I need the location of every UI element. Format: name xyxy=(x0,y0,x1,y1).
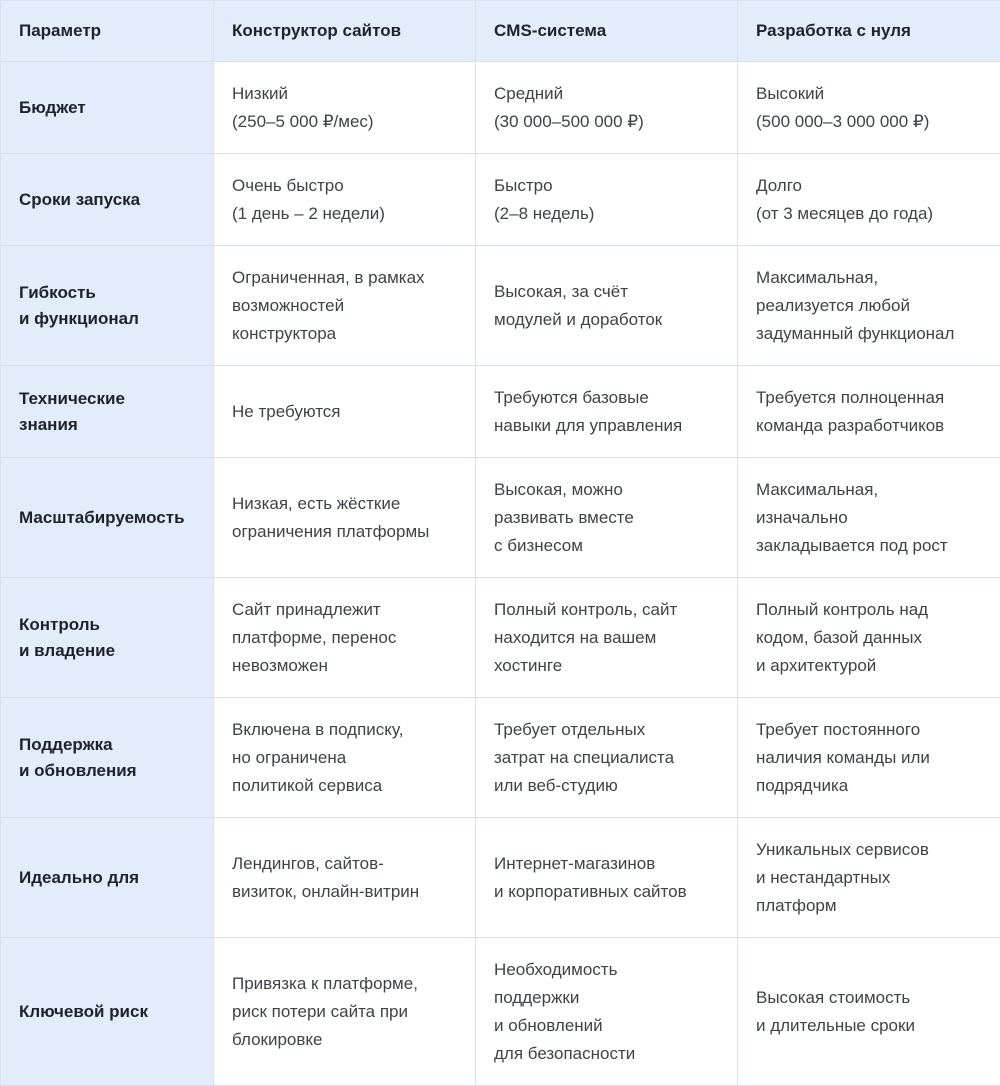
cell-text-line: Низкий xyxy=(232,83,288,103)
custom-cell xyxy=(738,818,1000,938)
cell-text-line: Максимальная, xyxy=(756,267,879,287)
cell-text-line: Высокая стоимость xyxy=(756,987,911,1007)
cms-cell xyxy=(476,578,738,698)
cell-text-line: ограничения платформы xyxy=(232,521,430,541)
cell-text-line: затрат на специалиста xyxy=(494,747,675,767)
cell-text-line: политикой сервиса xyxy=(232,775,383,795)
cell-text-line: подрядчика xyxy=(756,775,849,795)
cell-text-line: наличия команды или xyxy=(756,747,930,767)
builder-cell xyxy=(214,62,476,154)
cell-text-line: Бюджет xyxy=(19,97,86,117)
custom-cell xyxy=(738,62,1000,154)
cell-text-line: и обновлений xyxy=(494,1015,603,1035)
cell-text-line: Сайт принадлежит xyxy=(232,599,381,619)
cell-text-line: невозможен xyxy=(232,655,328,675)
cell-text-line: Интернет-магазинов xyxy=(494,853,656,873)
cell-text-line: Гибкость xyxy=(19,282,96,302)
cell-text-line: Высокий xyxy=(756,83,825,103)
custom-cell xyxy=(738,938,1000,1086)
builder-cell xyxy=(214,578,476,698)
cell-text-line: (250–5 000 ₽/мес) xyxy=(232,111,374,131)
cell-text-line: и владение xyxy=(19,640,116,660)
custom-cell xyxy=(738,458,1000,578)
cell-text-line: Необходимость xyxy=(494,959,618,979)
builder-cell xyxy=(214,366,476,458)
table-row xyxy=(1,366,1000,458)
cell-text-line: изначально xyxy=(756,507,848,527)
builder-cell xyxy=(214,154,476,246)
cell-text-line: Лендингов, сайтов- xyxy=(232,853,384,873)
cell-text-line: Технические xyxy=(19,388,125,408)
cell-text-line: хостинге xyxy=(494,655,563,675)
cell-text-line: кодом, базой данных xyxy=(756,627,922,647)
row-parameter-cell xyxy=(1,938,214,1086)
cell-text-line: развивать вместе xyxy=(494,507,634,527)
cell-text-line: для безопасности xyxy=(494,1043,636,1063)
header-custom-development: Разработка с нуля xyxy=(738,1,1000,62)
cell-text-line: Поддержка xyxy=(19,734,113,754)
cms-cell xyxy=(476,154,738,246)
cell-text-line: платформе, перенос xyxy=(232,627,397,647)
cell-text-line: Высокая, за счёт xyxy=(494,281,628,301)
header-cms: CMS-система xyxy=(476,1,738,62)
cell-text-line: Быстро xyxy=(494,175,553,195)
cell-text-line: возможностей xyxy=(232,295,345,315)
cell-text-line: Максимальная, xyxy=(756,479,879,499)
table-row xyxy=(1,938,1000,1086)
cell-text-line: Привязка к платформе, xyxy=(232,973,418,993)
cell-text-line: или веб-студию xyxy=(494,775,618,795)
cell-text-line: (1 день – 2 недели) xyxy=(232,203,385,223)
cell-text-line: конструктора xyxy=(232,323,337,343)
table-header xyxy=(1,1,1000,62)
builder-cell xyxy=(214,698,476,818)
cell-text-line: Идеально для xyxy=(19,867,140,887)
row-parameter-cell xyxy=(1,578,214,698)
cell-text-line: и корпоративных сайтов xyxy=(494,881,687,901)
row-parameter-cell xyxy=(1,818,214,938)
cell-text-line: поддержки xyxy=(494,987,580,1007)
cell-text-line: задуманный функционал xyxy=(756,323,955,343)
cell-text-line: Очень быстро xyxy=(232,175,344,195)
builder-cell xyxy=(214,458,476,578)
cell-text-line: и архитектурой xyxy=(756,655,877,675)
cell-text-line: (2–8 недель) xyxy=(494,203,595,223)
cell-text-line: но ограничена xyxy=(232,747,347,767)
cell-text-line: Высокая, можно xyxy=(494,479,623,499)
custom-cell xyxy=(738,698,1000,818)
table-row xyxy=(1,246,1000,366)
cell-text-line: Требуется полноценная xyxy=(756,387,945,407)
row-parameter-cell xyxy=(1,698,214,818)
cell-text-line: знания xyxy=(19,414,78,434)
cell-text-line: Ограниченная, в рамках xyxy=(232,267,425,287)
cell-text-line: визиток, онлайн-витрин xyxy=(232,881,420,901)
cell-text-line: Масштабируемость xyxy=(19,507,185,527)
cell-text-line: модулей и доработок xyxy=(494,309,663,329)
cell-text-line: Полный контроль над xyxy=(756,599,929,619)
row-parameter-cell xyxy=(1,154,214,246)
cell-text-line: Ключевой риск xyxy=(19,1001,148,1021)
cell-text-line: реализуется любой xyxy=(756,295,910,315)
table-row xyxy=(1,698,1000,818)
table-row xyxy=(1,818,1000,938)
cell-text-line: Требует постоянного xyxy=(756,719,921,739)
cms-cell xyxy=(476,818,738,938)
table-row xyxy=(1,154,1000,246)
table-row xyxy=(1,458,1000,578)
table-row xyxy=(1,578,1000,698)
cms-cell xyxy=(476,246,738,366)
row-parameter-cell xyxy=(1,458,214,578)
cell-text-line: и обновления xyxy=(19,760,137,780)
row-parameter-cell xyxy=(1,62,214,154)
cell-text-line: платформ xyxy=(756,895,837,915)
cell-text-line: находится на вашем xyxy=(494,627,657,647)
header-row xyxy=(1,1,1000,62)
cell-text-line: и длительные сроки xyxy=(756,1015,915,1035)
table-body xyxy=(1,62,1000,1086)
cms-cell xyxy=(476,458,738,578)
cell-text-line: Не требуются xyxy=(232,401,341,421)
cms-cell xyxy=(476,698,738,818)
cell-text-line: Низкая, есть жёсткие xyxy=(232,493,401,513)
table-row xyxy=(1,62,1000,154)
row-parameter-cell xyxy=(1,246,214,366)
cell-text-line: Требуются базовые xyxy=(494,387,649,407)
custom-cell xyxy=(738,578,1000,698)
cell-text-line: и нестандартных xyxy=(756,867,891,887)
builder-cell xyxy=(214,818,476,938)
cell-text-line: навыки для управления xyxy=(494,415,683,435)
custom-cell xyxy=(738,246,1000,366)
builder-cell xyxy=(214,246,476,366)
cell-text-line: и функционал xyxy=(19,308,139,328)
builder-cell xyxy=(214,938,476,1086)
cell-text-line: Средний xyxy=(494,83,564,103)
header-site-builder: Конструктор сайтов xyxy=(214,1,476,62)
cell-text-line: Уникальных сервисов xyxy=(756,839,929,859)
cell-text-line: риск потери сайта при xyxy=(232,1001,409,1021)
cms-cell xyxy=(476,938,738,1086)
cell-text-line: Требует отдельных xyxy=(494,719,646,739)
cell-text-line: Сроки запуска xyxy=(19,189,141,209)
cell-text-line: Полный контроль, сайт xyxy=(494,599,678,619)
header-parameter: Параметр xyxy=(1,1,214,62)
row-parameter-cell xyxy=(1,366,214,458)
cell-text-line: закладывается под рост xyxy=(756,535,948,555)
cell-text-line: Включена в подписку, xyxy=(232,719,404,739)
cell-text-line: (от 3 месяцев до года) xyxy=(756,203,934,223)
cell-text-line: Долго xyxy=(756,175,802,195)
cell-text-line: блокировке xyxy=(232,1029,323,1049)
cms-cell xyxy=(476,62,738,154)
cell-text-line: (500 000–3 000 000 ₽) xyxy=(756,111,930,131)
cell-text-line: с бизнесом xyxy=(494,535,583,555)
cell-text-line: (30 000–500 000 ₽) xyxy=(494,111,644,131)
cell-text-line: Контроль xyxy=(19,614,100,634)
cell-text-line: команда разработчиков xyxy=(756,415,945,435)
custom-cell xyxy=(738,154,1000,246)
cms-cell xyxy=(476,366,738,458)
custom-cell xyxy=(738,366,1000,458)
